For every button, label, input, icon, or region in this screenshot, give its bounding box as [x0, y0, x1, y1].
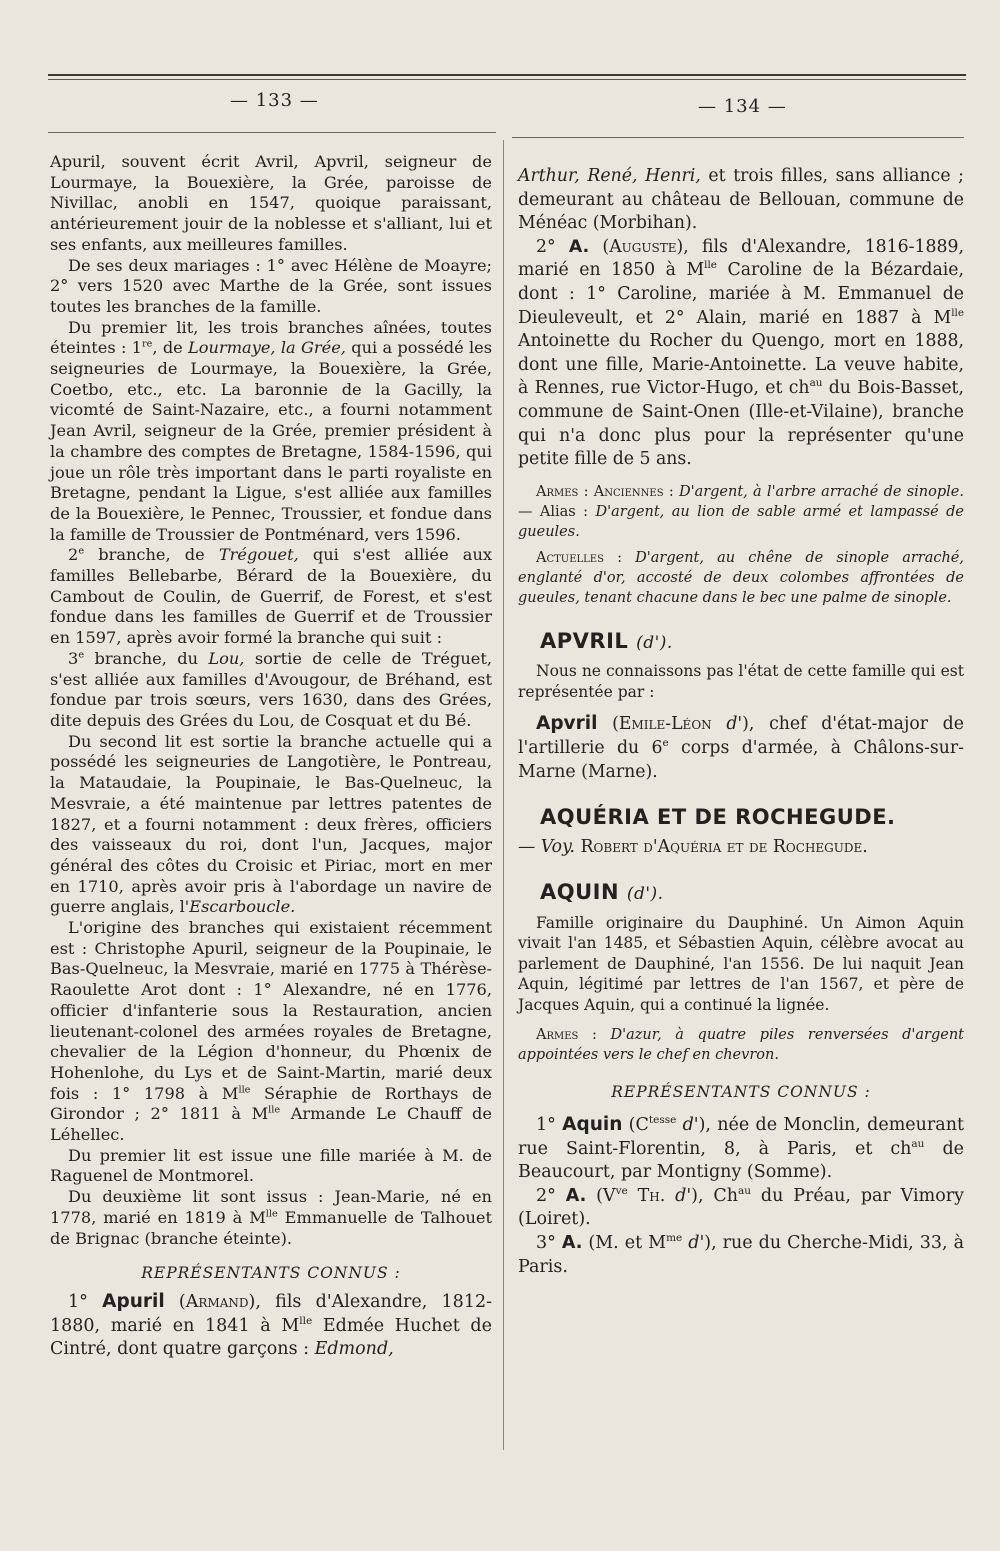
text: et trois filles, sans alliance ; demeurant au château de Bellouan, commune de Ménéac (Morbihan).	[518, 166, 964, 234]
text: ), née de Monclin, demeurant rue Saint-Florentin, 8, à Paris, et ch	[518, 1114, 965, 1159]
paragraph	[50, 545, 492, 649]
text: branche, de	[84, 545, 219, 565]
text: (C	[622, 1114, 649, 1135]
text: Du premier lit, les trois branches aînées, toutes éteintes : 1	[50, 317, 492, 358]
text: du Préau, par Vimory (Loiret).	[518, 1185, 964, 1230]
superscript: lle	[238, 1084, 251, 1096]
small-caps-text: Auguste	[609, 236, 677, 257]
text: 1°	[536, 1114, 563, 1135]
text: 3°	[536, 1232, 562, 1253]
text: :	[603, 549, 636, 566]
text: — Alias :	[518, 503, 596, 520]
text: —	[518, 836, 541, 857]
small-caps-text: Anciennes	[593, 483, 664, 500]
paragraph	[50, 918, 492, 1146]
small-caps-text: Robert d'Aquéria et de Rochegude.	[575, 836, 868, 857]
family-heading-aqueria	[540, 806, 964, 830]
text: branche, du	[84, 648, 209, 668]
superscript: lle	[299, 1314, 313, 1327]
header-rule-thin	[48, 79, 966, 80]
column-rule-right	[512, 137, 964, 138]
superscript: me	[666, 1232, 683, 1245]
text: corps d'armée, à Châlons-sur-Marne (Marne).	[518, 737, 964, 782]
page-number-left: — 133 —	[230, 90, 319, 111]
small-caps-text: Armes	[536, 1027, 579, 1044]
bold-name: A.	[568, 236, 590, 257]
superscript: e	[78, 649, 85, 661]
italic-text: Edmond,	[314, 1339, 394, 1360]
superscript: lle	[268, 1104, 281, 1116]
text: Antoinette du Rocher du Quengo, mort en 1888, dont une fille, Marie-Antoinette. La veuve habite, à Rennes, rue Victor-Hugo, et ch	[518, 331, 964, 399]
representative-entry	[518, 236, 964, 472]
text: ), fils d'Alexandre, 1812-1880, marié en 1841 à M	[50, 1291, 493, 1336]
heading-text: AQUÉRIA ET DE ROCHEGUDE.	[540, 805, 896, 830]
small-caps-text: Armes	[536, 483, 579, 500]
text: de Beaucourt, par Montigny (Somme).	[518, 1138, 965, 1183]
text: 3	[68, 648, 79, 668]
arms-description	[518, 1025, 964, 1065]
italic-text: d'	[676, 1114, 699, 1135]
right-column	[518, 165, 964, 1279]
italic-text: Escarboucle.	[189, 897, 296, 917]
text: ), fils d'Alexandre, 1816-1889, marié en 1850 à M	[518, 236, 964, 281]
left-column	[50, 152, 492, 1362]
header-rule	[48, 74, 966, 76]
superscript: lle	[951, 306, 964, 319]
text: Du second lit est sortie la branche actuelle qui a possédé les seigneuries de Langotière, le Pontreau, la Mataudaie, la Poupinaie, le Bas-Quelneuc, la Mesvraie, a été maintenue par lettres patentes de 1827, et a fourni notamment : deux frères, officiers des vaisseaux du roi, dont l'un, Jacques, major général des côtes du Croisic et Piriac, mort en mer en 1710, après avoir pris à l'abordage un navire de guerre anglais, l'	[50, 731, 492, 917]
text: Caroline de la Bézardaie, dont : 1° Caroline, mariée à M. Emmanuel de Dieuleveult, et 2° Alain, marié en 1887 à M	[518, 260, 964, 328]
text: (	[164, 1291, 186, 1312]
text: L'origine des branches qui existaient récemment est : Christophe Apuril, seigneur de la Poupinaie, le Bas-Quelneuc, la Mesvraie, marié en 1775 à Thérèse-Raoulette Arot dont : 1° Alexandre, né en 1776, officier d'infanterie sous la Restauration, ancien lieutenant-colonel des armées royales de Bretagne, chevalier de la Légion d'honneur, du Phœnix de Hohenlohe, du Lys et de Saint-Martin, marié deux fois : 1° 1798 à M	[50, 918, 492, 1103]
text: ), chef d'état-major de l'artillerie du 6	[518, 714, 964, 758]
superscript: lle	[265, 1208, 278, 1220]
heading-text: AQUIN	[540, 880, 620, 905]
family-heading-apvril	[540, 630, 964, 656]
paragraph: Du premier lit est issue une fille mariée à M. de Raguenel de Montmorel.	[50, 1145, 492, 1186]
text: 2	[68, 545, 79, 565]
bold-name: Aquin	[562, 1113, 623, 1135]
representative-entry	[518, 1185, 964, 1232]
column-divider	[503, 140, 504, 1450]
paragraph	[50, 318, 492, 546]
text: 2°	[536, 236, 569, 257]
family-heading-aquin	[540, 881, 964, 907]
superscript: au	[738, 1184, 752, 1197]
cross-reference	[518, 836, 964, 860]
text: Séraphie de Rorthays de Girondor ; 2° 1811 à M	[50, 1083, 493, 1124]
italic-text: d'	[682, 1232, 705, 1253]
italic-text: D'azur, à quatre piles renversées d'argent appointées vers le chef en chevron.	[518, 1027, 965, 1064]
representative-entry	[518, 1113, 964, 1185]
italic-text: D'argent, à l'arbre arraché de sinople.	[678, 483, 964, 500]
small-caps-text: Armand	[185, 1291, 249, 1312]
superscript: re	[141, 338, 153, 350]
text: Du deuxième lit sont issus : Jean-Marie, né en 1778, marié en 1819 à M	[50, 1187, 492, 1227]
section-heading: REPRÉSENTANTS CONNUS :	[611, 1083, 871, 1102]
small-caps-text: Th.	[627, 1185, 666, 1206]
text: , de	[152, 338, 189, 358]
italic-text: D'argent, au lion de sable armé et lampassé de gueules.	[518, 503, 964, 540]
text: (V	[586, 1185, 616, 1206]
italic-text: Voy.	[540, 836, 576, 857]
text: :	[578, 1027, 611, 1044]
paragraph	[518, 165, 964, 236]
text: ), rue du Cherche-Midi, 33, à Paris.	[518, 1232, 965, 1277]
page-number-right: — 134 —	[698, 96, 787, 117]
italic-text: Trégouet,	[218, 545, 299, 565]
text: (M. et M	[582, 1232, 667, 1253]
paragraph	[50, 649, 492, 732]
representative-entry	[518, 1232, 964, 1279]
text: :	[578, 483, 594, 500]
small-caps-text: Actuelles	[536, 549, 604, 566]
section-heading: REPRÉSENTANTS CONNUS :	[141, 1264, 401, 1283]
paragraph: Apuril, souvent écrit Avril, Apvril, seigneur de Lourmaye, la Bouexière, la Grée, paroisse de Nivillac, anobli en 1547, quoique paraissant, antérieurement jouir de la noblesse et s'alliant, lui et ses enfants, aux meilleures familles.	[50, 152, 492, 254]
italic-text: D'argent, au chêne de sinople arraché, englanté d'or, accosté de deux colombes affrontées de gueules, tenant chacune dans le bec une palme de sinople.	[518, 549, 964, 606]
bold-name: A.	[565, 1185, 587, 1206]
bold-name: Apuril	[102, 1290, 165, 1312]
text: Edmée Huchet de Cintré, dont quatre garçons :	[50, 1315, 492, 1360]
superscript: ve	[615, 1184, 628, 1197]
text: :	[663, 483, 679, 500]
text: qui a possédé les seigneuries de Lourmaye, la Bouexière, la Grée, Coetbo, etc., etc. La baronnie de la Gacilly, la vicomté de Saint-Nazaire, etc., a fourni notamment Jean Avril, seigneur de la Grée, premier président à la chambre des comptes de Bretagne, 1584-1596, qui joue un rôle très important dans le parti royaliste en Bretagne, pendant la Ligue, s'est alliée aux familles de la Bouexière, le Pennec, Troussier, et fondue dans la famille de Troussier de Pontménard, vers 1596.	[50, 338, 493, 544]
paragraph	[50, 1187, 492, 1249]
text: du Bois-Basset, commune de Saint-Onen (Ille-et-Vilaine), branche qui n'a donc plus pour la représenter qu'une petite fille de 5 ans.	[518, 378, 964, 470]
text: Emmanuelle de Talhouet de Brignac (branche éteinte).	[50, 1207, 492, 1248]
italic-text: Arthur, René, Henri,	[518, 166, 701, 186]
text: ), Ch	[691, 1185, 739, 1206]
superscript: e	[78, 545, 85, 557]
paragraph	[50, 732, 492, 918]
text: (	[589, 236, 610, 257]
text: qui s'est alliée aux familles Bellebarbe, Bérard de la Bouexière, du Cambout de Coulin, de Guerrif, de Forest, et s'est fondue dans les familles de Guerrif et de Troussier en 1597, après avoir formé la branche qui suit :	[50, 545, 492, 648]
arms-description	[518, 482, 964, 542]
paragraph: Famille originaire du Dauphiné. Un Aimon Aquin vivait l'an 1485, et Sébastien Aquin, célèbre avocat au parlement de Dauphiné, l'an 1556. De lui naquit Jean Aquin, légitimé par lettres de l'an 1567, et père de Jacques Aquin, qui a continué la lignée.	[518, 913, 964, 1014]
bold-name: Apvril	[536, 713, 598, 735]
superscript: tesse	[648, 1114, 677, 1127]
bold-name: A.	[561, 1232, 583, 1253]
superscript: lle	[704, 259, 717, 272]
paragraph: De ses deux mariages : 1° avec Hélène de Moayre; 2° vers 1520 avec Marthe de la Grée, sont issues toutes les branches de la famille.	[50, 255, 492, 316]
text: Armande Le Chauff de Léhellec.	[50, 1104, 492, 1145]
representative-entry	[50, 1290, 492, 1362]
text: 1°	[68, 1291, 103, 1312]
representative-entry	[518, 712, 964, 784]
italic-text: Lourmaye, la Grée,	[188, 338, 346, 358]
paragraph: Nous ne connaissons pas l'état de cette famille qui est représentée par :	[518, 662, 964, 701]
superscript: au	[911, 1137, 925, 1150]
italic-text: d'	[711, 714, 743, 735]
superscript: au	[809, 377, 823, 390]
italic-text: d'	[665, 1185, 692, 1206]
text: 2°	[536, 1185, 566, 1206]
arms-description	[518, 548, 964, 608]
heading-text: APVRIL	[540, 628, 629, 653]
superscript: e	[662, 737, 669, 750]
text: sortie de celle de Tréguet, s'est alliée aux familles d'Avougour, de Bréhand, est fondue par trois sœurs, vers 1630, dans des Grées, dite depuis des Grées du Lou, de Cosquat et du Bé.	[50, 648, 492, 730]
heading-particle: (d').	[636, 632, 673, 653]
column-rule-left	[48, 132, 496, 133]
heading-particle: (d').	[626, 884, 664, 905]
text: (	[597, 714, 619, 735]
italic-text: Lou,	[208, 648, 245, 668]
small-caps-text: Emile-Léon	[618, 714, 712, 735]
